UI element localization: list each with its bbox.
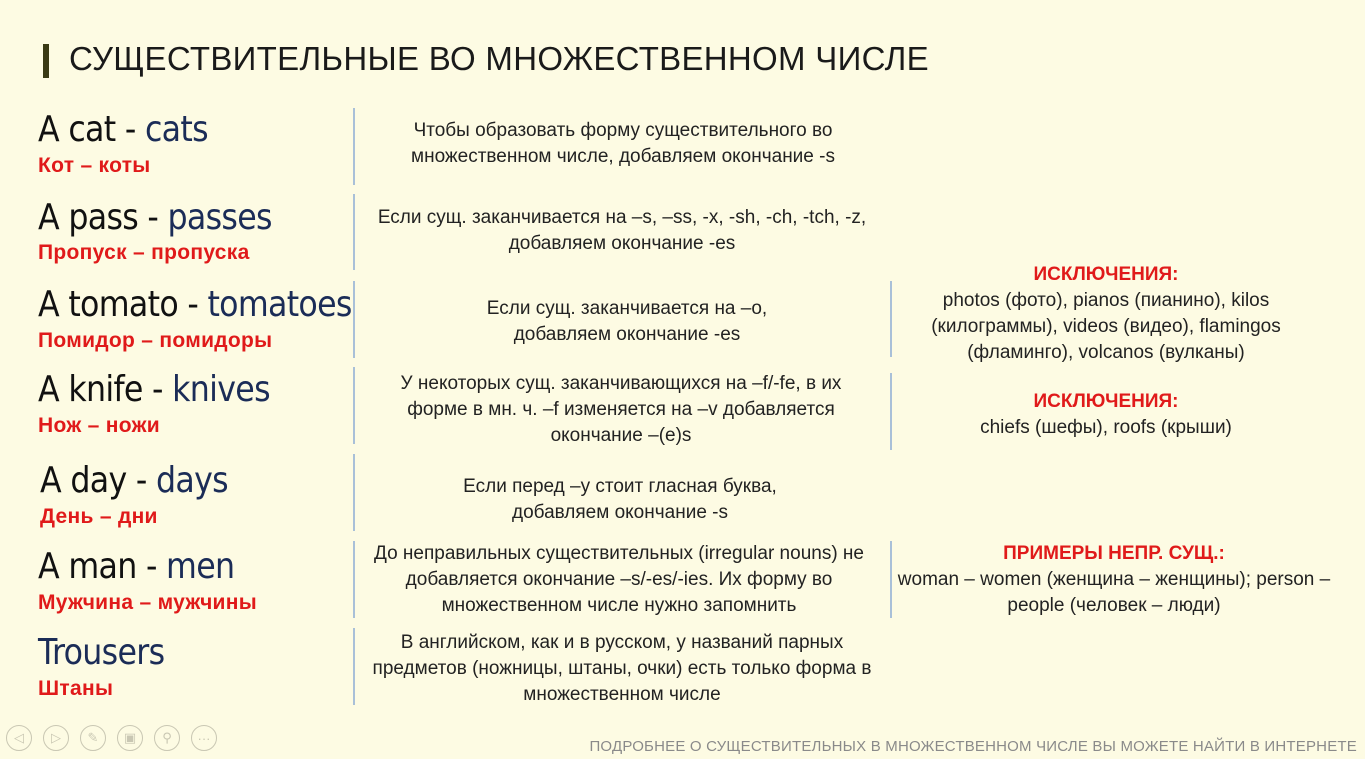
divider <box>353 628 355 705</box>
title-accent-bar <box>43 44 49 78</box>
slide-title: СУЩЕСТВИТЕЛЬНЫЕ ВО МНОЖЕСТВЕННОМ ЧИСЛЕ <box>69 40 929 77</box>
rule-text: Если сущ. заканчивается на –o, добавляем окончание -es <box>486 298 768 345</box>
word-pair <box>38 109 208 150</box>
next-icon[interactable]: ▷ <box>43 725 69 751</box>
plural-word: men <box>166 546 235 587</box>
translation: Мужчина – мужчины <box>38 591 257 614</box>
exceptions-heading: ИСКЛЮЧЕНИЯ: <box>1033 391 1179 412</box>
footer-note: ПОДРОБНЕЕ О СУЩЕСТВИТЕЛЬНЫХ В МНОЖЕСТВЕННОМ ЧИСЛЕ ВЫ МОЖЕТЕ НАЙТИ В ИНТЕРНЕТЕ <box>589 738 1357 755</box>
plural-word: Trousers <box>38 632 165 673</box>
translation: Нож – ножи <box>38 414 160 437</box>
singular-word: A knife - <box>38 369 173 410</box>
more-icon[interactable]: ··· <box>191 725 217 751</box>
divider <box>890 373 892 450</box>
irregular-examples-block <box>892 541 1336 619</box>
exceptions-heading: ИСКЛЮЧЕНИЯ: <box>1033 264 1179 285</box>
divider <box>353 541 355 618</box>
singular-word: A tomato - <box>38 284 208 325</box>
exceptions-block <box>898 389 1314 441</box>
divider <box>353 108 355 185</box>
plural-word: passes <box>167 197 272 238</box>
singular-word: A man - <box>38 546 167 587</box>
divider <box>353 281 355 358</box>
divider <box>890 281 892 357</box>
exceptions-text: photos (фото), pianos (пианино), kilos (килограммы), videos (видео), flamingos (фламинго), volcanos (вулканы) <box>931 290 1281 363</box>
translation: Кот – коты <box>38 154 151 177</box>
divider <box>353 454 355 531</box>
plural-word: cats <box>144 109 208 150</box>
pen-icon[interactable]: ✎ <box>80 725 106 751</box>
plural-word: tomatoes <box>207 284 352 325</box>
rule-text: В английском, как и в русском, у названий парных предметов (ножницы, штаны, очки) есть только форма в множественном числе <box>372 632 872 705</box>
word-pair <box>38 197 272 238</box>
plural-word: days <box>155 460 228 501</box>
rule-text: До неправильных существительных (irregular nouns) не добавляется окончание –s/-es/-ies. Их форму во множественном числе нужно запомнить <box>374 543 864 616</box>
presentation-toolbar <box>6 725 228 751</box>
translation: День – дни <box>40 505 158 528</box>
exceptions-text: chiefs (шефы), roofs (крыши) <box>980 417 1232 438</box>
singular-word: A day - <box>40 460 156 501</box>
zoom-icon[interactable]: ⚲ <box>154 725 180 751</box>
translation: Помидор – помидоры <box>38 329 273 352</box>
previous-icon[interactable]: ◁ <box>6 725 32 751</box>
rule-text: Если сущ. заканчивается на –s, –ss, -x, -sh, -ch, -tch, -z, добавляем окончание -es <box>377 207 867 254</box>
word-pair <box>38 284 352 325</box>
word-pair <box>38 369 270 410</box>
translation: Штаны <box>38 677 114 700</box>
rule-text: У некоторых сущ. заканчивающихся на –f/-fe, в их форме в мн. ч. –f изменяется на –v добавляется окончание –(e)s <box>400 373 842 446</box>
examples-heading: ПРИМЕРЫ НЕПР. СУЩ.: <box>1003 543 1225 564</box>
rule-text: Чтобы образовать форму существительного во множественном числе, добавляем окончание -s <box>411 120 835 167</box>
singular-word: A cat - <box>38 109 145 150</box>
plural-word: knives <box>172 369 270 410</box>
translation: Пропуск – пропуска <box>38 241 250 264</box>
slides-icon[interactable]: ▣ <box>117 725 143 751</box>
exceptions-block <box>898 262 1314 366</box>
rule-text: Если перед –y стоит гласная буква, добавляем окончание -s <box>463 476 777 523</box>
divider <box>353 194 355 270</box>
word-pair <box>40 460 228 501</box>
singular-word: A pass - <box>38 197 168 238</box>
examples-text: woman – women (женщина – женщины); person – people (человек – люди) <box>897 569 1331 616</box>
word-pair <box>38 632 164 673</box>
word-pair <box>38 546 234 587</box>
divider <box>353 367 355 444</box>
